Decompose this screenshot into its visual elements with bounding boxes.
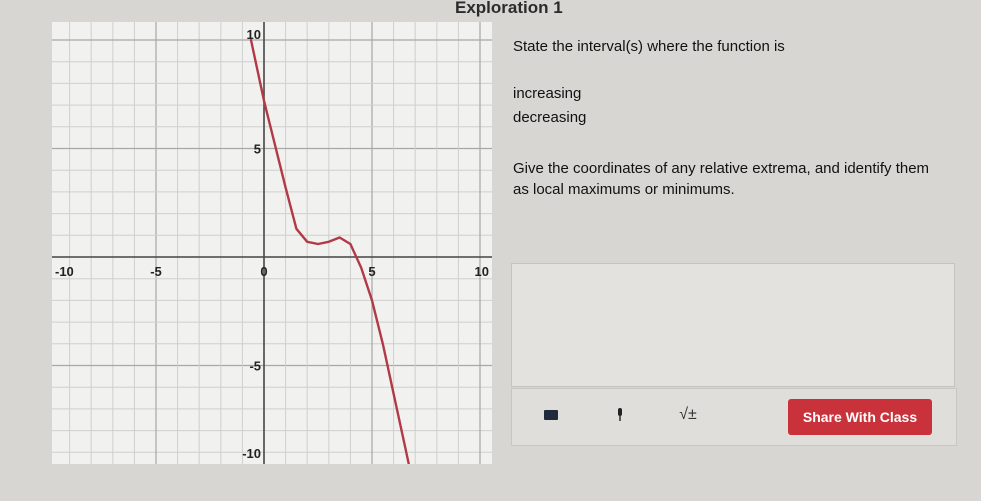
- prompt-increasing: increasing: [513, 85, 582, 102]
- prompt-decreasing: decreasing: [513, 109, 587, 126]
- function-curve: [251, 40, 411, 464]
- y-tick-label: -10: [242, 446, 261, 461]
- response-toolbar: [511, 388, 957, 446]
- y-tick-label: -5: [249, 358, 261, 374]
- image-upload-button[interactable]: [531, 401, 571, 429]
- y-tick-label: 10: [246, 27, 261, 42]
- answer-input-box[interactable]: [511, 263, 955, 387]
- x-tick-label: -5: [150, 264, 162, 279]
- x-tick-label: 10: [474, 264, 489, 279]
- function-graph: [52, 22, 492, 464]
- share-with-class-button[interactable]: Share With Class: [788, 399, 932, 435]
- prompt-line-2: Give the coordinates of any relative extrema, and identify them: [513, 160, 930, 177]
- page-title: Exploration 1: [455, 0, 563, 17]
- math-input-button[interactable]: [668, 401, 708, 429]
- x-tick-label: 0: [260, 264, 268, 279]
- y-tick-label: 5: [253, 141, 261, 157]
- math-icon: √±: [679, 406, 697, 423]
- prompt-line-3: as local maximums or minimums.: [513, 181, 735, 198]
- x-tick-label: -10: [55, 264, 74, 279]
- image-icon: [544, 410, 558, 420]
- graph-svg: [52, 22, 492, 464]
- prompt-line-1: State the interval(s) where the function is: [513, 38, 785, 55]
- x-tick-label: 5: [368, 264, 376, 279]
- microphone-button[interactable]: [600, 401, 640, 429]
- microphone-icon: [615, 407, 625, 423]
